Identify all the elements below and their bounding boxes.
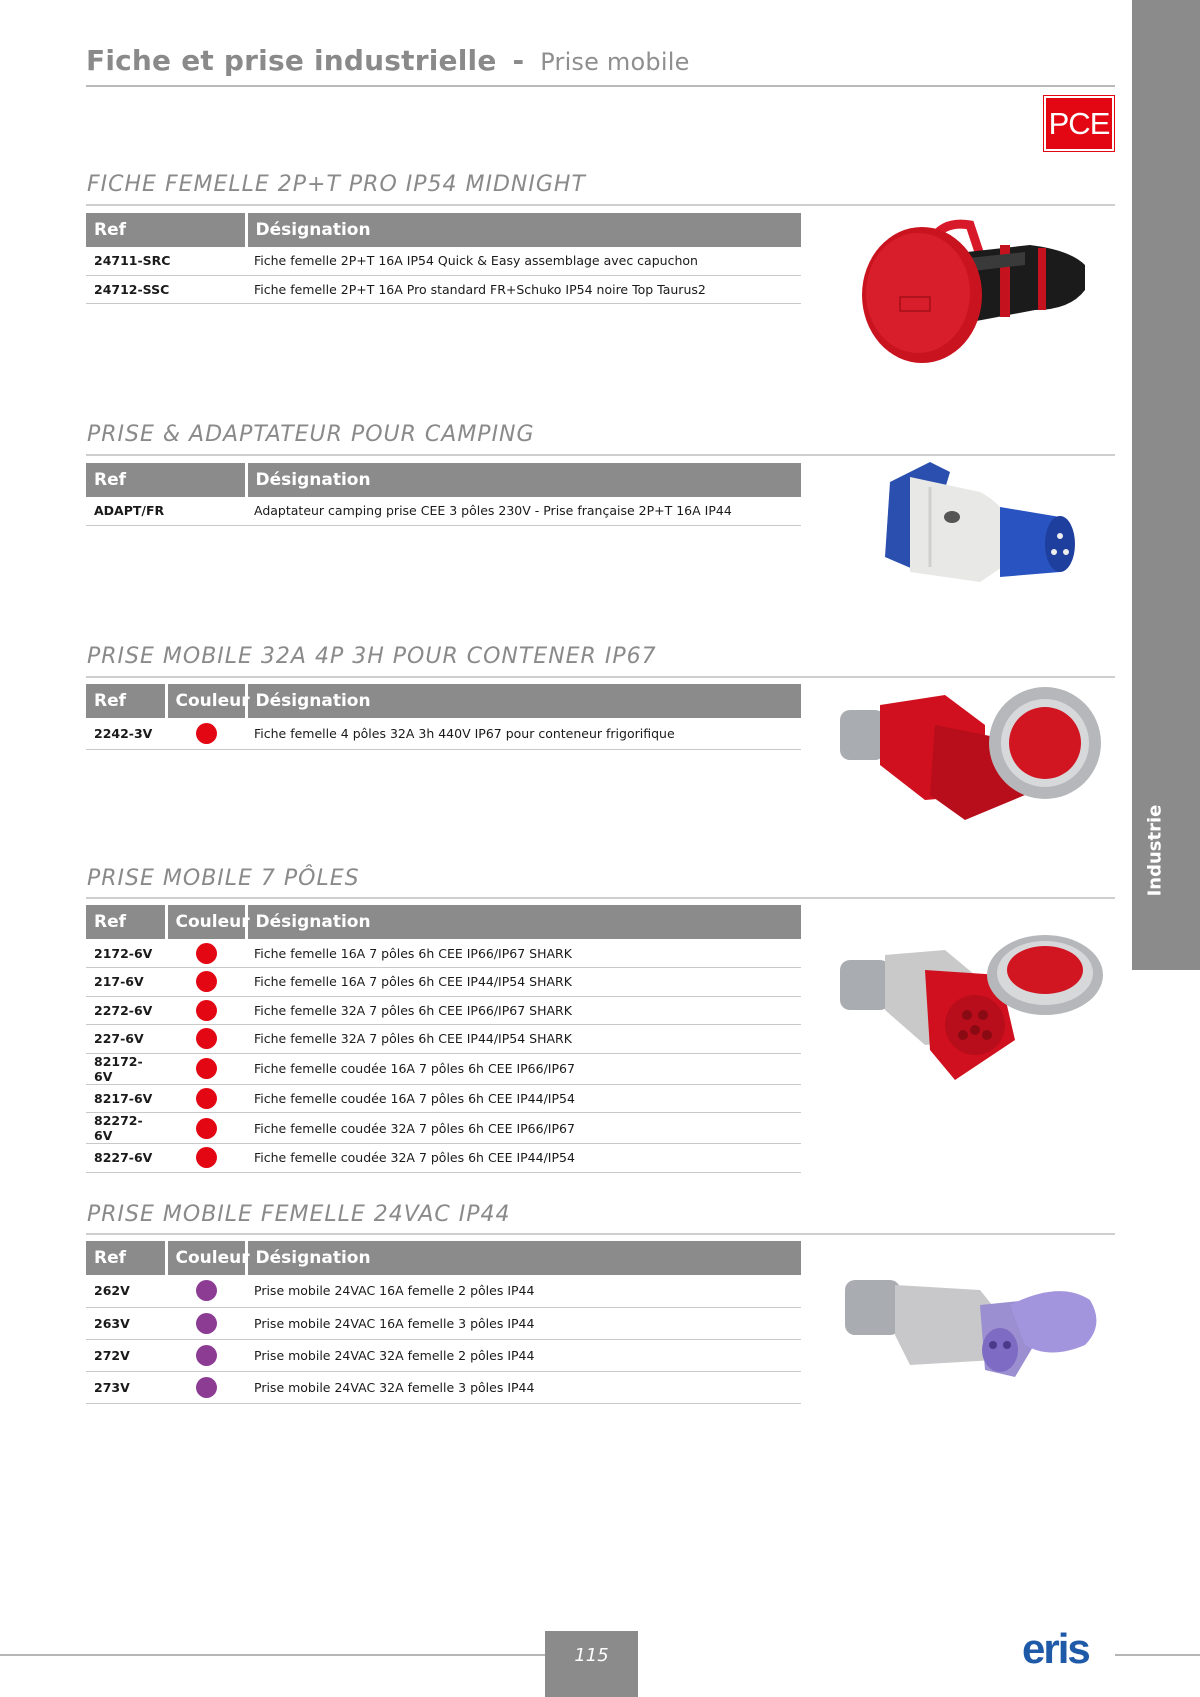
color-cell: [166, 1371, 246, 1403]
eris-logo-text: eris: [1022, 1627, 1089, 1671]
table-row: [86, 1371, 801, 1403]
product-table: [86, 1241, 801, 1404]
color-cell: [166, 1113, 246, 1144]
section-title: FICHE FEMELLE 2P+T PRO IP54 MIDNIGHT: [87, 172, 586, 197]
color-cell: [166, 1307, 246, 1339]
eris-logo: [1022, 1627, 1108, 1671]
ref-cell: 2272-6V: [86, 996, 166, 1025]
table-header-row: [86, 684, 801, 718]
color-cell: [166, 1339, 246, 1371]
color-swatch: [196, 1118, 217, 1139]
designation-cell: Prise mobile 24VAC 32A femelle 3 pôles IP44: [246, 1371, 801, 1403]
column-header-color: Couleur: [166, 1241, 246, 1275]
color-swatch: [196, 1028, 217, 1049]
product-table: [86, 905, 801, 1173]
table-row: [86, 275, 801, 303]
ref-cell: 24711-SRC: [86, 247, 246, 275]
table-row: [86, 1053, 801, 1084]
table-row: [86, 939, 801, 968]
table-header-row: [86, 905, 801, 939]
page-number-text: 115: [574, 1645, 609, 1666]
ref-cell: 8217-6V: [86, 1084, 166, 1113]
pce-logo: [1044, 96, 1114, 151]
side-category-text: Industrie: [1144, 804, 1166, 896]
product-table: [86, 463, 801, 526]
column-header-designation: Désignation: [246, 1241, 801, 1275]
ref-cell: 8227-6V: [86, 1144, 166, 1173]
color-cell: [166, 1084, 246, 1113]
section-divider: [86, 676, 1115, 678]
table-row: [86, 1339, 801, 1371]
table-header-row: [86, 213, 801, 247]
section-divider: [86, 1233, 1115, 1235]
table-row: [86, 497, 801, 525]
color-cell: [166, 718, 246, 749]
color-swatch: [196, 1058, 217, 1079]
designation-cell: Fiche femelle 32A 7 pôles 6h CEE IP66/IP67 SHARK: [246, 996, 801, 1025]
color-swatch: [196, 1313, 217, 1334]
color-cell: [166, 1144, 246, 1173]
page-title-main: Fiche et prise industrielle: [86, 44, 497, 77]
pce-logo-text: PCE: [1048, 105, 1110, 141]
section-title: PRISE MOBILE 32A 4P 3H POUR CONTENER IP67: [87, 644, 657, 669]
table-row: [86, 968, 801, 997]
column-header-ref: Ref: [86, 905, 166, 939]
designation-cell: Fiche femelle 16A 7 pôles 6h CEE IP44/IP54 SHARK: [246, 968, 801, 997]
color-swatch: [196, 1280, 217, 1301]
designation-cell: Prise mobile 24VAC 32A femelle 2 pôles IP44: [246, 1339, 801, 1371]
product-table: [86, 213, 801, 304]
section-divider: [86, 897, 1115, 899]
designation-cell: Prise mobile 24VAC 16A femelle 3 pôles IP44: [246, 1307, 801, 1339]
color-cell: [166, 1053, 246, 1084]
table-row: [86, 1025, 801, 1054]
product-image-container-socket: [835, 685, 1110, 825]
color-swatch: [196, 1345, 217, 1366]
table-row: [86, 1144, 801, 1173]
footer-divider-left: [0, 1654, 545, 1656]
column-header-ref: Ref: [86, 684, 166, 718]
title-separator: -: [512, 44, 525, 77]
designation-cell: Fiche femelle 2P+T 16A Pro standard FR+Schuko IP54 noire Top Taurus2: [246, 275, 801, 303]
designation-cell: Fiche femelle coudée 16A 7 pôles 6h CEE IP66/IP67: [246, 1053, 801, 1084]
color-swatch: [196, 1000, 217, 1021]
product-image-midnight-socket: [860, 215, 1100, 385]
ref-cell: 2242-3V: [86, 718, 166, 749]
ref-cell: 273V: [86, 1371, 166, 1403]
footer-divider-right: [1115, 1654, 1200, 1656]
ref-cell: ADAPT/FR: [86, 497, 246, 525]
designation-cell: Fiche femelle 32A 7 pôles 6h CEE IP44/IP54 SHARK: [246, 1025, 801, 1054]
title-divider: [86, 85, 1115, 87]
table-header-row: [86, 1241, 801, 1275]
table-row: [86, 1113, 801, 1144]
color-swatch: [196, 723, 217, 744]
color-cell: [166, 939, 246, 968]
column-header-ref: Ref: [86, 213, 246, 247]
column-header-ref: Ref: [86, 1241, 166, 1275]
section-divider: [86, 204, 1115, 206]
color-swatch: [196, 943, 217, 964]
column-header-color: Couleur: [166, 684, 246, 718]
table-row: [86, 247, 801, 275]
column-header-designation: Désignation: [246, 905, 801, 939]
color-cell: [166, 1275, 246, 1307]
table-header-row: [86, 463, 801, 497]
product-image-7-pole-socket: [835, 930, 1110, 1085]
ref-cell: 82272-6V: [86, 1113, 166, 1144]
designation-cell: Fiche femelle coudée 32A 7 pôles 6h CEE IP66/IP67: [246, 1113, 801, 1144]
designation-cell: Prise mobile 24VAC 16A femelle 2 pôles IP44: [246, 1275, 801, 1307]
color-cell: [166, 968, 246, 997]
color-swatch: [196, 971, 217, 992]
ref-cell: 82172-6V: [86, 1053, 166, 1084]
column-header-designation: Désignation: [246, 684, 801, 718]
ref-cell: 217-6V: [86, 968, 166, 997]
table-row: [86, 1084, 801, 1113]
designation-cell: Fiche femelle 2P+T 16A IP54 Quick & Easy assemblage avec capuchon: [246, 247, 801, 275]
color-cell: [166, 1025, 246, 1054]
product-image-24vac-socket: [840, 1265, 1105, 1395]
table-row: [86, 718, 801, 749]
color-swatch: [196, 1147, 217, 1168]
section-title: PRISE & ADAPTATEUR POUR CAMPING: [87, 422, 535, 447]
table-row: [86, 1307, 801, 1339]
column-header-designation: Désignation: [246, 463, 801, 497]
table-row: [86, 996, 801, 1025]
table-row: [86, 1275, 801, 1307]
column-header-color: Couleur: [166, 905, 246, 939]
ref-cell: 2172-6V: [86, 939, 166, 968]
designation-cell: Fiche femelle 16A 7 pôles 6h CEE IP66/IP67 SHARK: [246, 939, 801, 968]
column-header-designation: Désignation: [246, 213, 801, 247]
color-swatch: [196, 1088, 217, 1109]
side-category-label: [1132, 790, 1178, 910]
ref-cell: 262V: [86, 1275, 166, 1307]
product-image-camping-adapter: [870, 462, 1080, 607]
product-table: [86, 684, 801, 750]
ref-cell: 24712-SSC: [86, 275, 246, 303]
ref-cell: 272V: [86, 1339, 166, 1371]
section-title: PRISE MOBILE 7 PÔLES: [87, 866, 360, 891]
ref-cell: 263V: [86, 1307, 166, 1339]
designation-cell: Fiche femelle coudée 32A 7 pôles 6h CEE IP44/IP54: [246, 1144, 801, 1173]
page-title: [86, 44, 690, 77]
designation-cell: Adaptateur camping prise CEE 3 pôles 230V - Prise française 2P+T 16A IP44: [246, 497, 801, 525]
designation-cell: Fiche femelle 4 pôles 32A 3h 440V IP67 pour conteneur frigorifique: [246, 718, 801, 749]
page-subtitle: Prise mobile: [540, 48, 690, 76]
section-title: PRISE MOBILE FEMELLE 24VAC IP44: [87, 1202, 511, 1227]
designation-cell: Fiche femelle coudée 16A 7 pôles 6h CEE IP44/IP54: [246, 1084, 801, 1113]
section-divider: [86, 454, 1115, 456]
page-number: [545, 1631, 638, 1697]
ref-cell: 227-6V: [86, 1025, 166, 1054]
color-cell: [166, 996, 246, 1025]
color-swatch: [196, 1377, 217, 1398]
column-header-ref: Ref: [86, 463, 246, 497]
